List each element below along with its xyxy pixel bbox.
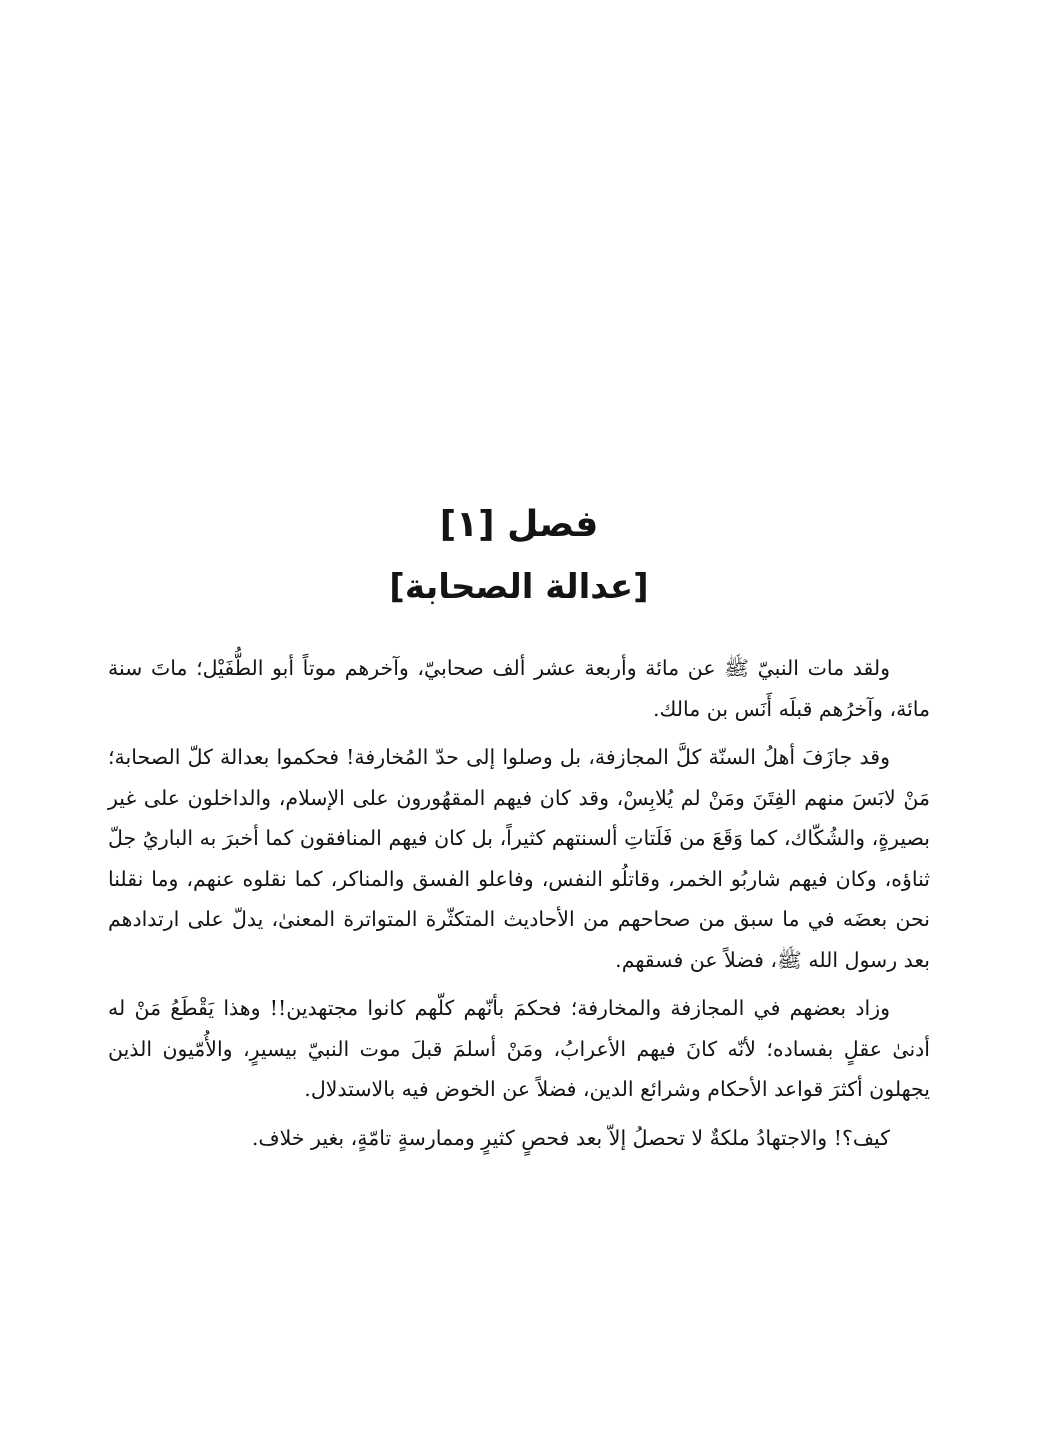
body-text — [108, 648, 930, 1166]
paragraph: وزاد بعضهم في المجازفة والمخارفة؛ فحكمَ بأنّهم كلّهم كانوا مجتهدين!! وهذا يَقْطَعُ مَنْ له أدنىٰ عقلٍ بفساده؛ لأنّه كانَ فيهم الأعرابُ، ومَنْ أسلمَ قبلَ موت النبيّ بيسيرٍ، والأُمّيون الذين يجهلون أكثرَ قواعد الأحكام وشرائع الدين، فضلاً عن الخوض فيه بالاستدلال. — [108, 996, 930, 1101]
paragraph: وقد جازَفَ أهلُ السنّة كلَّ المجازفة، بل وصلوا إلى حدّ المُخارفة! فحكموا بعدالة كلّ الصحابة؛ مَنْ لابَسَ منهم الفِتَنَ ومَنْ لم يُلابِسْ، وقد كان فيهم المقهُورون على الإسلام، والداخلون على غير بصيرةٍ، والشُكّاك، كما وَقَعَ من فَلَتاتِ ألسنتهم كثيراً، بل كان فيهم المنافقون كما أخبرَ به الباريُ جلّ ثناؤه، وكان فيهم شاربُو الخمر، وقاتلُو النفس، وفاعلو الفسق والمناكر، كما نقلوه عنهم، وما نقلنا نحن بعضَه في ما سبق من صحاحهم من الأحاديث المتكثّرة المتواترة المعنىٰ، يدلّ على ارتدادهم بعد رسول الله ﷺ، فضلاً عن فسقهم. — [108, 745, 930, 972]
paragraph: ولقد مات النبيّ ﷺ عن مائة وأربعة عشر ألف صحابيّ، وآخرهم موتاً أبو الطُّفَيْل؛ ماتَ سنة مائة، وآخرُهم قبلَه أَنَس بن مالك. — [108, 656, 930, 721]
chapter-heading-block — [0, 500, 1038, 612]
section-title: [عدالة الصحابة] — [389, 567, 649, 607]
paragraph: كيف؟! والاجتهادُ ملكةٌ لا تحصلُ إلاّ بعد فحصٍ كثيرٍ وممارسةٍ تامّةٍ، بغير خلاف. — [251, 1125, 890, 1150]
chapter-title: فصل [١] — [439, 504, 599, 545]
